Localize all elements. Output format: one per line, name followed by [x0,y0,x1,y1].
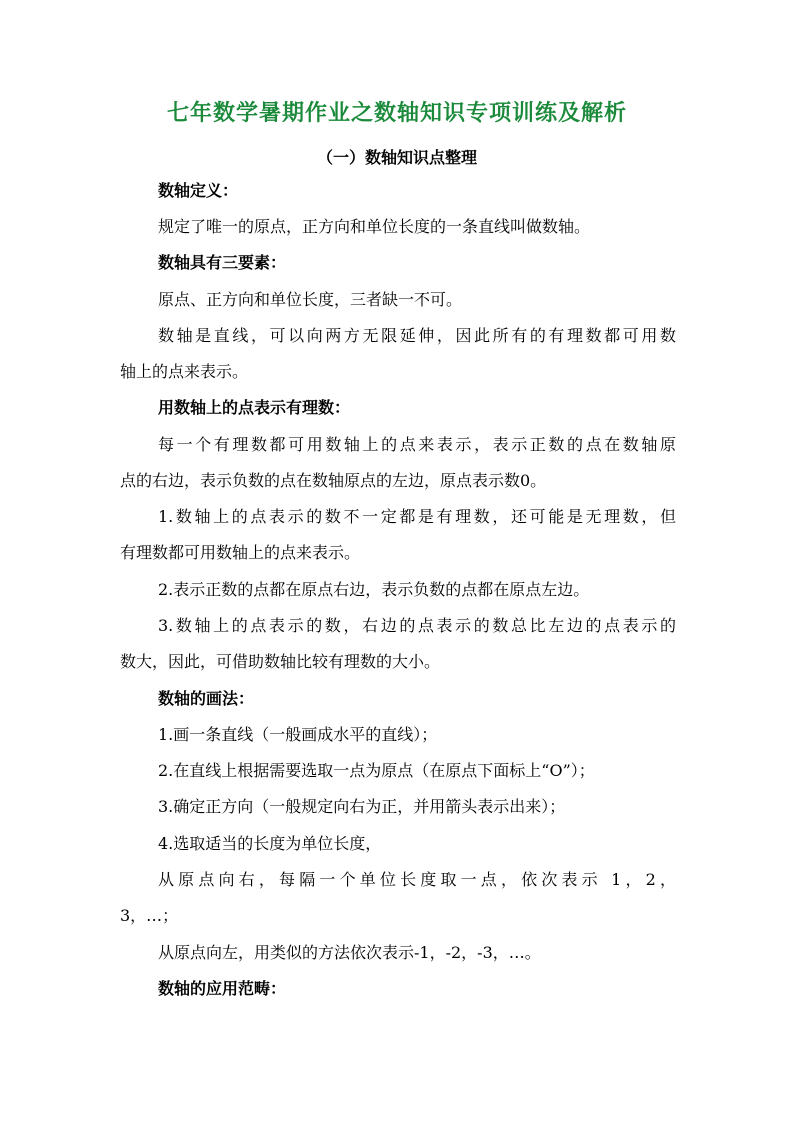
represent-p4-line-2: 数大，因此，可借助数轴比较有理数的大小。 [120,652,441,671]
drawing-step-3: 3.确定正方向（一般规定向右为正，并用箭头表示出来）； [158,797,566,816]
document-title: 七年数学暑期作业之数轴知识专项训练及解析 [166,100,627,126]
represent-p4-line-1: 3.数轴上的点表示的数，右边的点表示的数总比左边的点表示的 [158,616,676,635]
represent-p2-line-1: 1.数轴上的点表示的数不一定都是有理数，还可能是无理数，但 [158,507,676,526]
drawing-step-5-line-2: 3，…； [120,906,179,925]
definition-text: 规定了唯一的原点，正方向和单位长度的一条直线叫做数轴。 [158,217,591,236]
application-heading: 数轴的应用范畴： [158,979,287,998]
drawing-step-4: 4.选取适当的长度为单位长度， [158,834,382,853]
elements-heading: 数轴具有三要素： [158,253,287,272]
elements-text-2-line-2: 轴上的点来表示。 [120,362,249,381]
elements-text-1: 原点、正方向和单位长度，三者缺一不可。 [158,290,463,309]
drawing-step-6: 从原点向左，用类似的方法依次表示-1，-2，-3，…。 [158,943,541,962]
represent-heading: 用数轴上的点表示有理数： [158,398,351,417]
represent-p3: 2.表示正数的点都在原点右边，表示负数的点都在原点左边。 [158,580,590,599]
represent-p1-line-1: 每一个有理数都可用数轴上的点来表示，表示正数的点在数轴原 [158,435,676,454]
represent-p2-line-2: 有理数都可用数轴上的点来表示。 [120,543,361,562]
definition-heading: 数轴定义： [158,181,239,200]
section-title: （一）数轴知识点整理 [316,148,477,167]
drawing-step-5-line-1: 从原点向右，每隔一个单位长度取一点，依次表示 1，2， [158,870,676,889]
drawing-step-2: 2.在直线上根据需要选取一点为原点（在原点下面标上“O”）； [158,761,595,780]
elements-text-2-line-1: 数轴是直线，可以向两方无限延伸，因此所有的有理数都可用数 [158,326,676,345]
represent-p1-line-2: 点的右边，表示负数的点在数轴原点的左边，原点表示数0。 [120,471,547,490]
drawing-step-1: 1.画一条直线（一般画成水平的直线）； [158,725,438,744]
drawing-heading: 数轴的画法： [158,689,255,708]
